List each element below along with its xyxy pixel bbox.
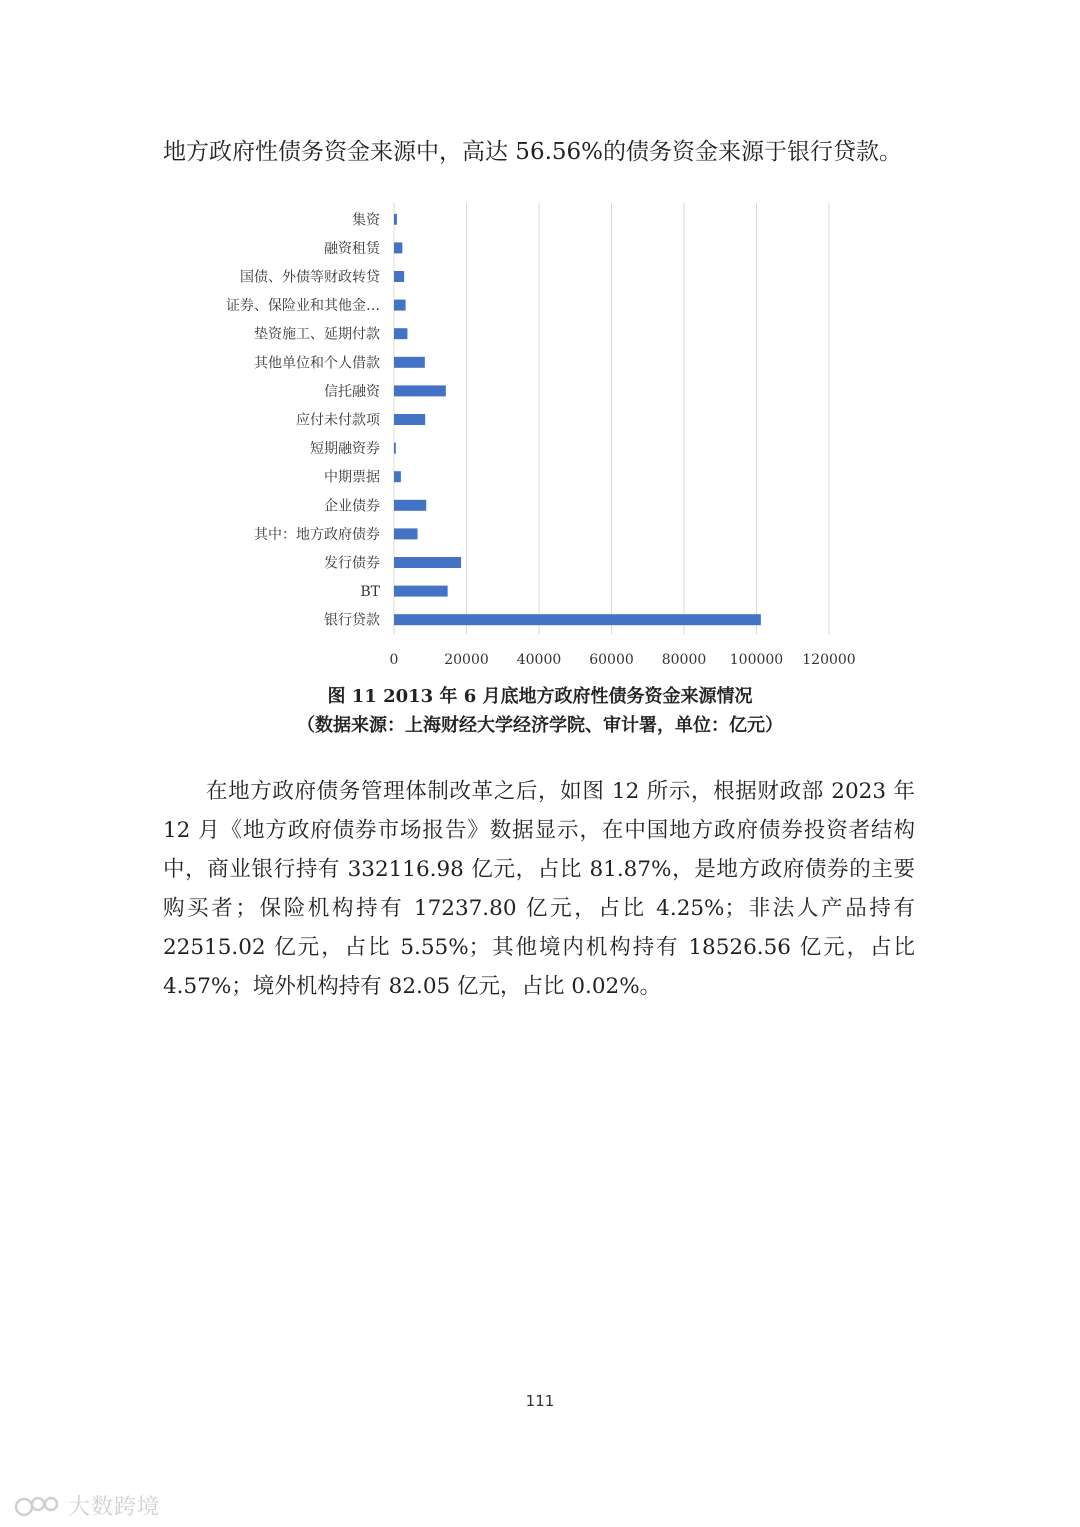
x-tick-label: 0 [389, 652, 399, 668]
category-label: 其中：地方政府债券 [254, 526, 380, 543]
figure-caption: 图 11 2013 年 6 月底地方政府性债务资金来源情况 [327, 686, 753, 707]
category-label: 国债、外债等财政转贷 [240, 269, 380, 286]
category-label: 发行债券 [324, 555, 380, 572]
category-label: 企业债券 [324, 498, 380, 515]
category-label: 融资租赁 [324, 240, 380, 257]
category-label: 银行贷款 [324, 612, 380, 629]
figure-source: （数据来源：上海财经大学经济学院、审计署，单位：亿元） [297, 715, 783, 736]
bar [394, 271, 404, 282]
bar [394, 242, 402, 253]
category-label: 信托融资 [324, 383, 380, 400]
bar [394, 614, 761, 625]
chart-x-tick-labels [390, 652, 856, 668]
bar [394, 557, 461, 568]
chart-category-labels [226, 211, 381, 628]
category-label: 垫资施工、延期付款 [254, 326, 380, 343]
brand-logo-icon [14, 1493, 62, 1519]
x-tick-label: 100000 [729, 652, 784, 668]
watermark-text: 大数跨境 [68, 1495, 161, 1520]
category-label: BT [360, 584, 380, 601]
x-tick-label: 40000 [516, 652, 562, 668]
category-label: 证券、保险业和其他金… [226, 298, 380, 315]
bar [394, 586, 448, 597]
bar [394, 414, 425, 425]
x-tick-label: 80000 [661, 652, 707, 668]
bar [394, 385, 446, 396]
bar [394, 300, 406, 311]
bar [394, 528, 418, 539]
x-tick-label: 60000 [589, 652, 634, 668]
bar [394, 471, 401, 482]
watermark [14, 1490, 160, 1521]
category-label: 短期融资券 [310, 441, 380, 458]
bar [394, 214, 397, 225]
category-label: 集资 [352, 212, 380, 229]
bar [394, 357, 425, 368]
category-label: 应付未付款项 [296, 412, 380, 429]
x-tick-label: 20000 [444, 652, 489, 668]
chart-gridlines [394, 203, 829, 634]
page-number: 111 [525, 1392, 555, 1410]
bar [394, 500, 426, 511]
body-paragraph: 在地方政府债务管理体制改革之后，如图 12 所示，根据财政部 2023 年 12 月《地方政府债券市场报告》数据显示，在中国地方政府债券投资者结构中，商业银行持有 332116.98 亿元，占比 81.87%，是地方政府债券的主要购买者；保险机构持有 17237.80 亿元，占比 4.25%；非法人产品持有 22515.02 亿元，占比 5.55%；其他境内机构持有 18526.56 亿元，占比 4.57%；境外机构持有 82.05 亿元，占比 0.02%。 [163, 779, 915, 999]
bar [394, 328, 407, 339]
category-label: 其他单位和个人借款 [254, 355, 380, 372]
bar-chart [0, 195, 1080, 675]
x-tick-label: 120000 [802, 652, 856, 668]
bar [394, 443, 396, 454]
intro-text: 地方政府性债务资金来源中，高达 56.56%的债务资金来源于银行贷款。 [163, 139, 903, 165]
chart-bars [394, 214, 761, 625]
category-label: 中期票据 [324, 469, 380, 486]
